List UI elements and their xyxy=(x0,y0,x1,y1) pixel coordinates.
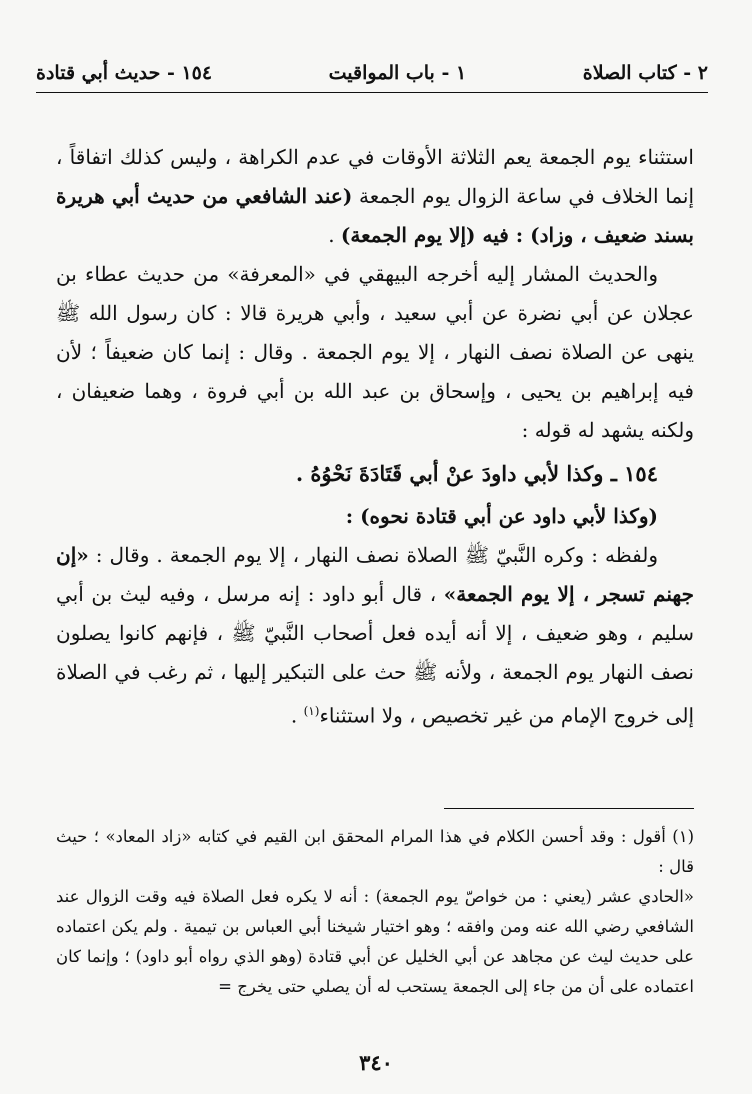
header-chapter-title: ١ - باب المواقيت xyxy=(328,62,467,84)
header-divider xyxy=(36,92,708,93)
running-header xyxy=(36,56,708,90)
main-text xyxy=(56,138,694,736)
paragraph-2: والحديث المشار إليه أخرجه البيهقي في «المعرفة» من حديث عطاء بن عجلان عن أبي نضرة عن أبي سعيد ، وأبي هريرة قالا : كان رسول الله ﷺ ينهى عن الصلاة نصف النهار ، إلا يوم الجمعة . وقال : إنما كان ضعيفاً ؛ لأن فيه إبراهيم بن يحيى ، وإسحاق بن عبد الله بن أبي فروة ، وهما ضعيفان ، ولكنه يشهد له قوله : xyxy=(56,262,694,442)
paragraph-4-continued: ، قال أبو داود : إنه مرسل ، وفيه ليث بن أبي سليم ، وهو ضعيف ، إلا أنه أيده فعل أصحاب النَّبيّ ﷺ ، فإنهم كانوا يصلون نصف النهار يوم الجمعة ، ولأنه ﷺ حث على التبكير إليها ، ثم رغب في الصلاة إلى خروج الإمام من غير تخصيص ، ولا استثناء xyxy=(56,582,694,728)
paragraph-1 xyxy=(56,138,694,255)
header-book-title: ٢ - كتاب الصلاة xyxy=(582,62,708,84)
footnote-1-quote: «الحادي عشر (يعني : من خواصّ يوم الجمعة) : أنه لا يكره فعل الصلاة فيه وقت الزوال عند الشافعي رضي الله عنه ومن وافقه ؛ وهو اختيار شيخنا أبي العباس بن تيمية . ولم يكن اعتماده على حديث ليث عن مجاهد عن أبي الخليل عن أبي قتادة (وهو الذي رواه أبو داود) ؛ وإنما كان اعتماده على أن من جاء إلى الجمعة يستحب له أن يصلي حتى يخرج = xyxy=(56,887,694,996)
paragraph-4-quote: «إن جهنم تسجر ، إلا يوم الجمعة» xyxy=(56,543,694,606)
footnote-divider xyxy=(444,808,694,809)
paragraph-1-text: استثناء يوم الجمعة يعم الثلاثة الأوقات في عدم الكراهة ، وليس كذلك اتفاقاً ، إنما الخلاف في ساعة الزوال يوم الجمعة xyxy=(56,145,695,208)
footnote-marker[interactable]: (١) xyxy=(303,704,320,718)
footnotes xyxy=(56,822,694,1002)
hadith-commentary-heading: (وكذا لأبي داود عن أبي قتادة نحوه) : xyxy=(345,504,658,528)
page-number: ٣٤٠ xyxy=(359,1050,393,1075)
paragraph-4-end: . xyxy=(290,703,304,728)
paragraph-1-end: . xyxy=(328,223,341,247)
hadith-text: ١٥٤ ـ وكذا لأبي داودَ عنْ أبي قَتَادَةَ نَحْوُهُ . xyxy=(295,461,658,486)
paragraph-1-quote: (عند الشافعي من حديث أبي هريرة بسند ضعيف ، وزاد) : فيه (إلا يوم الجمعة) xyxy=(56,184,694,247)
header-hadith-title: ١٥٤ - حديث أبي قتادة xyxy=(36,62,213,84)
footnote-1: (١) أقول : وقد أحسن الكلام في هذا المرام المحقق ابن القيم في كتابه «زاد المعاد» ؛ حيث قال : xyxy=(56,827,694,876)
paragraph-4-text: ولفظه : وكره النَّبيّ ﷺ الصلاة نصف النهار ، إلا يوم الجمعة . وقال : xyxy=(88,543,658,567)
paragraph-4 xyxy=(56,536,694,736)
